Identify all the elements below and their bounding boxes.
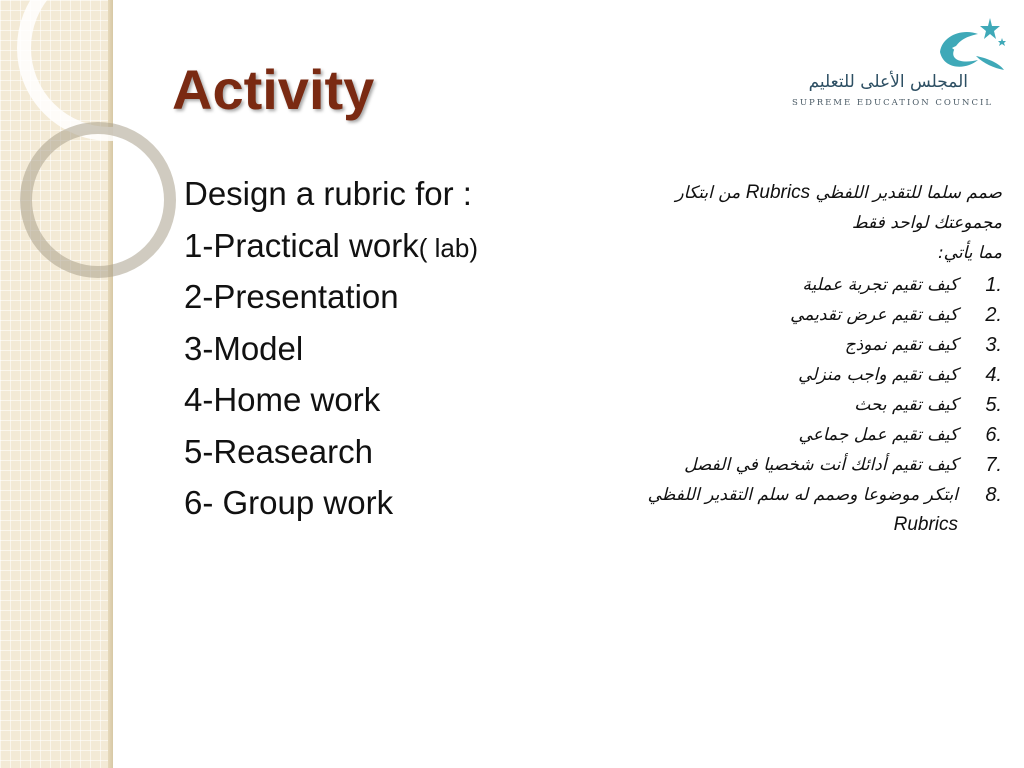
intro-line-1: صمم سلما للتقدير اللفظي Rubrics من ابتكار [675,182,1002,203]
list-item: 6- Group work [184,484,394,521]
list-item: 6. كيف تقيم عمل جماعي [798,424,1002,446]
logo-arabic-name: المجلس الأعلى للتعليم [808,72,968,92]
rubrics-term: Rubrics [745,182,811,203]
list-item: 7. كيف تقيم أدائك أنت شخصيا في الفصل [684,454,1002,476]
list-item: 2-Presentation [184,278,399,315]
list-item: 5-Reasearch [184,432,373,470]
list-item: 4-Home work [184,381,381,418]
list-item: Design a rubric for : [184,175,472,212]
list-item: 2. كيف تقيم عرض تقديمي [790,304,1002,326]
arabic-instructions [580,178,1002,540]
intro-line-3: مما يأتي: [937,243,1002,263]
list-item: 4. كيف تقيم واجب منزلي [798,364,1002,386]
arabic-intro [580,178,1002,268]
rubrics-term: Rubrics [893,514,958,535]
list-item: 3. كيف تقيم نموذج [844,334,1002,356]
intro-line-2: مجموعتك لواحد فقط [851,213,1002,233]
supreme-education-council-logo [788,12,1010,112]
english-activity-list [184,168,564,529]
arabic-numbered-list [580,270,1002,540]
list-item: 5. كيف تقيم بحث [854,394,1002,416]
list-item: 8. ابتكر موضوعا وصمم له سلم التقدير اللفظي Rubrics [647,484,1002,535]
slide-title: Activity [172,58,375,121]
bird-star-logo-icon [932,12,1008,78]
list-item: 1-Practical work( lab) [184,226,478,264]
logo-english-name: SUPREME EDUCATION COUNCIL [792,98,993,108]
list-item: 3-Model [184,329,304,367]
list-item: 1. كيف تقيم تجربة عملية [802,274,1002,296]
